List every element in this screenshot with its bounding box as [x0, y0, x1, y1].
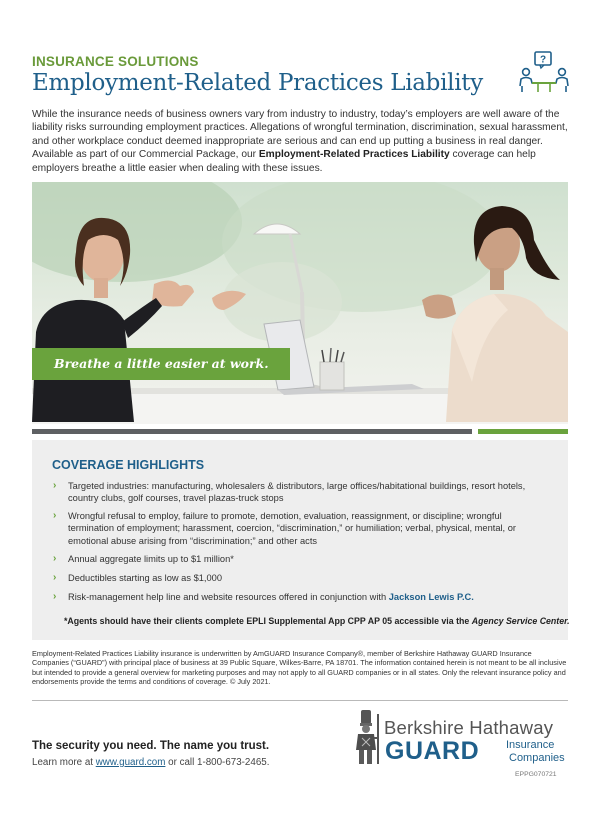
- intro-paragraph: While the insurance needs of business owners vary from industry to industry, today’s employers are well aware of the liability risks surrounding employment practices. Allegations of wrongful termination, discrimination, sexual harassment, and other workplace conduct deemed inappropriate are serious and can end up putting a business in real danger. Available as part of our Commercial Package, our Employment-Related Practices Liability coverage can help employers breathe a little easier when dealing with these issues.: [32, 109, 568, 174]
- guard-soldier-logo-icon: [352, 708, 382, 768]
- intro-bold-term: Employment-Related Practices Liability: [258, 149, 450, 161]
- logo-berkshire-hathaway: Berkshire Hathaway: [384, 717, 554, 738]
- list-item: › Annual aggregate limits up to $1 million*: [53, 553, 234, 564]
- hero-photo: [32, 182, 568, 424]
- chevron-right-icon: ›: [53, 510, 57, 521]
- chevron-right-icon: ›: [53, 591, 57, 602]
- chevron-right-icon: ›: [53, 553, 57, 564]
- meeting-question-icon: [518, 50, 570, 94]
- list-item: › Wrongful refusal to employ, failure to promote, demotion, evaluation, reassignment, or discipline; wrongful termination of employment; harassment, coercion, “discrimination,” or humiliation; verbal, physical, mental, or emotional abuse arising from “discrimination;” and other acts: [53, 510, 516, 546]
- guard-website-link[interactable]: www.guard.com: [95, 757, 166, 768]
- document-code: EPPG070721: [515, 771, 557, 778]
- list-item: › Targeted industries: manufacturing, wholesalers & distributors, large offices/habitational buildings, resort hotels, country clubs, golf courses, travel plazas-truck stops: [53, 480, 526, 504]
- photo-banner-text: Breathe a little easier at work.: [54, 356, 269, 371]
- list-item: › Deductibles starting as low as $1,000: [53, 572, 223, 583]
- agents-note: *Agents should have their clients complete EPLI Supplemental App CPP AP 05 accessible via the Agency Service Center.: [64, 616, 570, 626]
- logo-companies: Companies: [509, 752, 565, 764]
- coverage-title: COVERAGE HIGHLIGHTS: [52, 458, 205, 472]
- logo-insurance: Insurance: [506, 739, 555, 751]
- footer-divider: [32, 700, 568, 701]
- divider-bar-grey: [32, 429, 472, 434]
- legal-disclaimer: Employment-Related Practices Liability insurance is underwritten by AmGUARD Insurance Company®, member of Berkshire Hathaway GUARD Insurance Companies (“GUARD”) with principal place of business at 39 Public Square, Wilkes-Barre, PA 18701. The information contained herein is not meant to be all inclusive but intended to provide a general overview for marketing purposes and may not apply to all GUARD companies or in all states. Only the relevant insurance policy and endorsements provide the terms and conditions of coverage. © July 2021.: [32, 649, 567, 687]
- jackson-lewis-link[interactable]: Jackson Lewis P.C.: [388, 592, 474, 602]
- footer-tagline: The security you need. The name you trust.: [32, 740, 270, 752]
- list-item: › Risk-management help line and website resources offered in conjunction with Jackson Lewis P.C.: [53, 591, 474, 602]
- page-title: Employment-Related Practices Liability: [32, 70, 483, 96]
- footer-contact: Learn more at www.guard.com or call 1-800-673-2465.: [32, 757, 270, 768]
- section-kicker: INSURANCE SOLUTIONS: [32, 54, 199, 69]
- svg-text:?: ?: [539, 54, 547, 66]
- logo-guard: GUARD: [385, 737, 480, 765]
- chevron-right-icon: ›: [53, 480, 57, 491]
- chevron-right-icon: ›: [53, 572, 57, 583]
- divider-bar-green: [478, 429, 568, 434]
